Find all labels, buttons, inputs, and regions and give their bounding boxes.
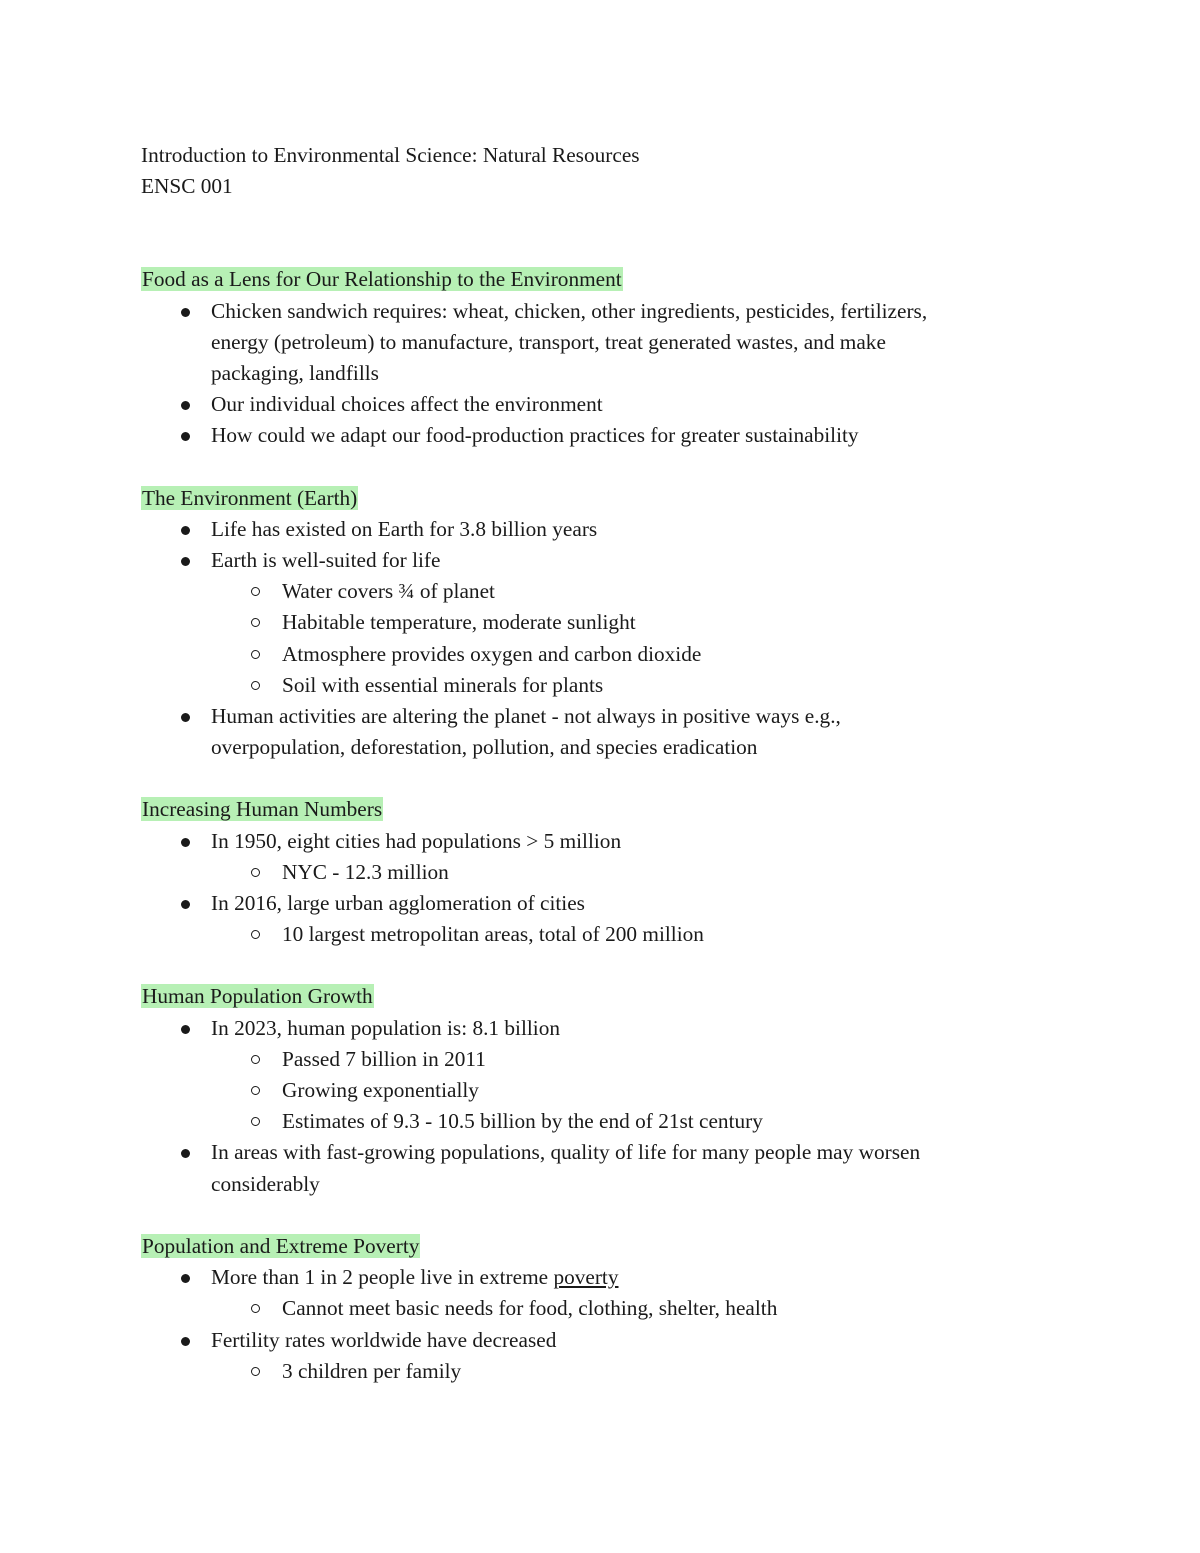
filled-bullet-icon [181,308,190,317]
list-item [141,1325,1041,1387]
list-item-continuation: overpopulation, deforestation, pollution, and species eradication [211,735,758,760]
sub-list-item-text: Atmosphere provides oxygen and carbon dioxide [282,641,702,666]
sub-list-item [141,639,1041,670]
list-item [141,701,1041,763]
sub-list-item [141,1106,1041,1137]
sub-bullet-list [211,1293,1041,1324]
bullet-list [141,514,1041,764]
section [141,981,1041,1199]
section [141,1231,1041,1387]
filled-bullet-icon [181,1149,190,1158]
list-item [141,1137,1041,1199]
sub-list-item-text: Cannot meet basic needs for food, clothing, shelter, health [282,1296,778,1321]
list-item-text: In 1950, eight cities had populations > 5 million [211,828,622,853]
list-item-text: Earth is well-suited for life [211,548,441,573]
sub-list-item-text: Passed 7 billion in 2011 [282,1046,486,1071]
list-item [141,1262,1041,1324]
sub-list-item-text: NYC - 12.3 million [282,859,449,884]
sub-list-item [141,1356,1041,1387]
sub-list-item-text: 3 children per family [282,1358,462,1383]
list-item-text: Fertility rates worldwide have decreased [211,1327,557,1352]
bullet-list [141,1013,1041,1200]
filled-bullet-icon [181,1274,190,1283]
sub-list-item [141,857,1041,888]
filled-bullet-icon [181,838,190,847]
list-item-continuation: considerably [211,1171,320,1196]
sub-list-item [141,576,1041,607]
section [141,264,1041,451]
sections-container [141,264,1041,1387]
section [141,794,1041,950]
list-item [141,420,1041,451]
hollow-bullet-icon [251,1055,260,1064]
course-code: ENSC 001 [141,174,233,199]
section-heading: Food as a Lens for Our Relationship to the Environment [142,267,622,292]
sub-list-item-text: Growing exponentially [282,1078,479,1103]
sub-list-item-text: Estimates of 9.3 - 10.5 billion by the end of 21st century [282,1109,763,1134]
sub-list-item-text: 10 largest metropolitan areas, total of 200 million [282,922,704,947]
filled-bullet-icon [181,526,190,535]
filled-bullet-icon [181,713,190,722]
sub-list-item [141,919,1041,950]
filled-bullet-icon [181,900,190,909]
list-item-text: In 2016, large urban agglomeration of cities [211,891,585,916]
list-item-text: More than 1 in 2 people live in extreme [211,1265,554,1290]
sub-list-item [141,1293,1041,1324]
sub-list-item-text: Water covers ¾ of planet [282,579,495,604]
hollow-bullet-icon [251,681,260,690]
section-heading: Increasing Human Numbers [142,797,383,822]
section-heading: Human Population Growth [142,984,373,1009]
section-heading: Population and Extreme Poverty [142,1233,420,1258]
list-item-text: Chicken sandwich requires: wheat, chicken, other ingredients, pesticides, fertilizers, [211,298,928,323]
list-item-text: In areas with fast-growing populations, quality of life for many people may worsen [211,1140,921,1165]
filled-bullet-icon [181,557,190,566]
sub-list-item [141,1075,1041,1106]
filled-bullet-icon [181,1337,190,1346]
hollow-bullet-icon [251,868,260,877]
sub-list-item [141,670,1041,701]
sub-bullet-list [211,1356,1041,1387]
hollow-bullet-icon [251,1367,260,1376]
filled-bullet-icon [181,432,190,441]
hollow-bullet-icon [251,1086,260,1095]
sub-bullet-list [211,919,1041,950]
section-heading: The Environment (Earth) [142,485,358,510]
bullet-list [141,296,1041,452]
list-item [141,826,1041,888]
list-item-text: Human activities are altering the planet - not always in positive ways e.g., [211,704,841,729]
filled-bullet-icon [181,1025,190,1034]
list-item-text: How could we adapt our food-production practices for greater sustainability [211,423,859,448]
sub-bullet-list [211,1044,1041,1138]
list-item-text: In 2023, human population is: 8.1 billion [211,1015,561,1040]
sub-list-item-text: Soil with essential minerals for plants [282,672,604,697]
sub-bullet-list [211,857,1041,888]
underlined-term: poverty [553,1265,619,1290]
bullet-list [141,1262,1041,1387]
list-item [141,389,1041,420]
sub-list-item [141,607,1041,638]
list-item-text: Life has existed on Earth for 3.8 billion years [211,516,598,541]
list-item [141,888,1041,950]
list-item [141,514,1041,545]
sub-list-item-text: Habitable temperature, moderate sunlight [282,610,636,635]
hollow-bullet-icon [251,650,260,659]
section [141,483,1041,764]
list-item-continuation: energy (petroleum) to manufacture, transport, treat generated wastes, and make [211,329,886,354]
sub-list-item [141,1044,1041,1075]
document-title: Introduction to Environmental Science: Natural Resources [141,143,640,167]
list-item-text: Our individual choices affect the environment [211,392,603,417]
bullet-list [141,826,1041,951]
list-item-continuation: packaging, landfills [211,361,379,386]
document-page [141,140,1041,1418]
list-item [141,1013,1041,1138]
list-item [141,545,1041,701]
list-item [141,296,1041,390]
sub-bullet-list [211,576,1041,701]
filled-bullet-icon [181,401,190,410]
